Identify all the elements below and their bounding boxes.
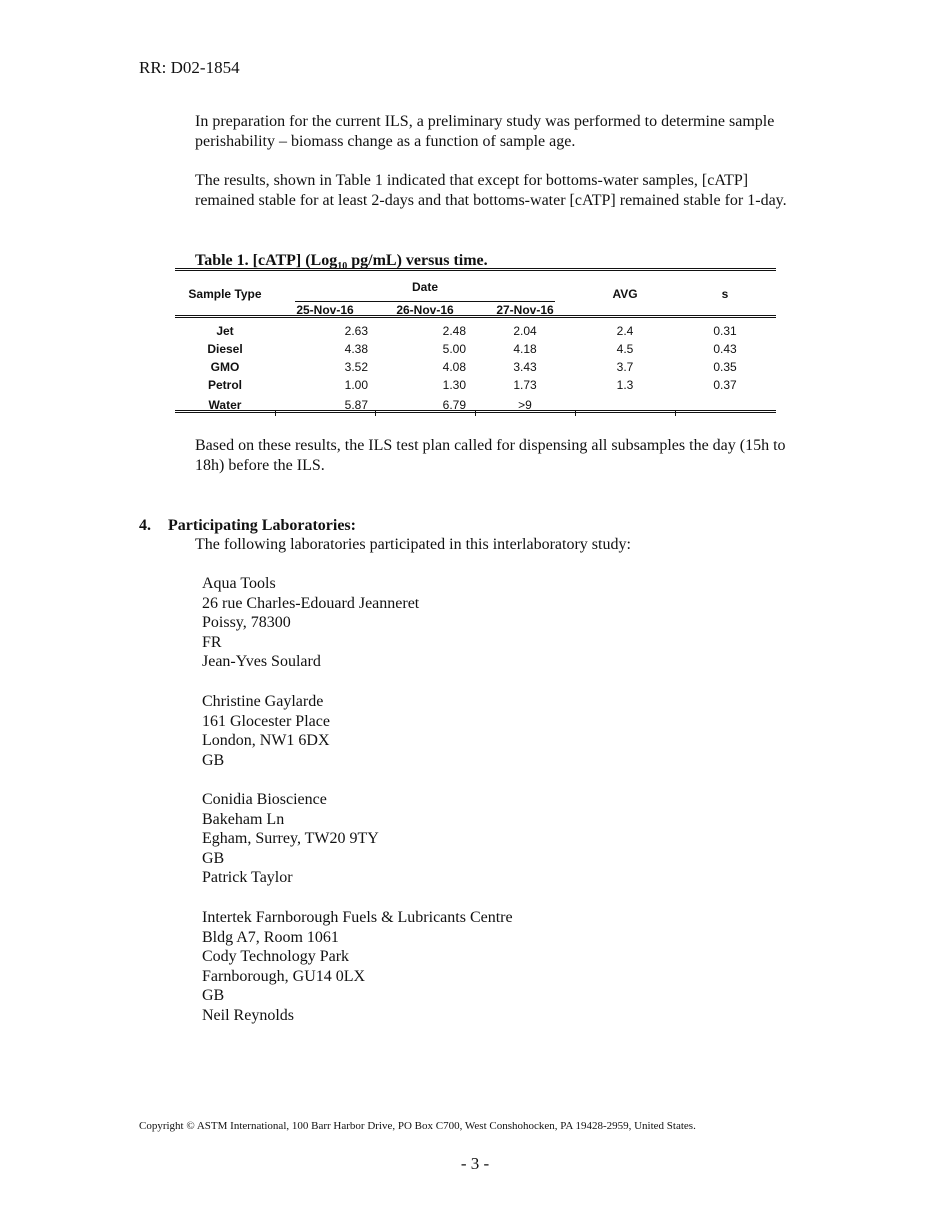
row-value-27nov: >9 — [518, 398, 532, 412]
header-avg: AVG — [612, 287, 638, 301]
lab-line: Aqua Tools — [202, 575, 276, 592]
section-number: 4. — [139, 517, 151, 534]
row-value-26nov: 1.30 — [442, 378, 466, 392]
row-sample-type: Diesel — [207, 342, 243, 356]
lab-line: 161 Glocester Place — [202, 712, 330, 730]
lab-line: GB — [202, 751, 225, 769]
lab-line: Bakeham Ln — [202, 810, 285, 828]
row-avg: 2.4 — [616, 324, 634, 338]
lab-line: Intertek Farnborough Fuels & Lubricants Centre — [202, 909, 513, 926]
row-s: 0.35 — [713, 360, 737, 374]
lab-line: Neil Reynolds — [202, 1006, 294, 1024]
lab-line: London, NW1 6DX — [202, 732, 330, 750]
table-col-divider — [675, 411, 676, 416]
header-date-1: 25-Nov-16 — [296, 303, 354, 317]
lab-line: Bldg A7, Room 1061 — [202, 928, 339, 946]
table-rule-date-underline — [295, 301, 555, 302]
lab-line: Farnborough, GU14 0LX — [202, 967, 366, 985]
row-value-26nov: 2.48 — [442, 324, 466, 338]
lab-line: FR — [202, 633, 222, 651]
row-value-26nov: 6.79 — [442, 398, 466, 412]
lab-line: Cody Technology Park — [202, 948, 350, 966]
footer-copyright: Copyright © ASTM International, 100 Barr Harbor Drive, PO Box C700, West Conshohocken, PA 19428-2959, United States. — [139, 1120, 696, 1132]
paragraph-preliminary-study: In preparation for the current ILS, a preliminary study was performed to determine sample perishability – biomass change as a function of sample age. — [195, 113, 775, 150]
paragraph-test-plan: Based on these results, the ILS test plan called for dispensing all subsamples the day (15h to 18h) before the ILS. — [195, 437, 786, 474]
lab-address-block — [202, 908, 513, 1026]
row-value-25nov: 3.52 — [344, 360, 368, 374]
row-s: 0.31 — [713, 324, 737, 338]
table-col-divider — [575, 411, 576, 416]
row-s: 0.43 — [713, 342, 737, 356]
row-value-27nov: 1.73 — [513, 378, 537, 392]
table-title-prefix: Table 1. [cATP] (Log — [195, 252, 338, 269]
row-value-26nov: 4.08 — [442, 360, 466, 374]
lab-address-block — [202, 692, 330, 770]
header-report-number: RR: D02-1854 — [139, 58, 240, 77]
row-s: 0.37 — [713, 378, 737, 392]
row-value-25nov: 5.87 — [344, 398, 368, 412]
lab-line: Patrick Taylor — [202, 869, 293, 887]
section-intro: The following laboratories participated in this interlaboratory study: — [195, 536, 631, 553]
table-rule-top — [175, 268, 776, 271]
row-avg: 1.3 — [616, 378, 634, 392]
lab-line: GB — [202, 849, 225, 867]
row-sample-type: Petrol — [207, 378, 242, 392]
row-value-25nov: 1.00 — [344, 378, 368, 392]
lab-line: Egham, Surrey, TW20 9TY — [202, 830, 379, 848]
header-date-2: 26-Nov-16 — [396, 303, 454, 317]
table-title-subscript: 10 — [337, 261, 348, 273]
row-sample-type: Water — [208, 398, 242, 412]
lab-line: Poissy, 78300 — [202, 614, 291, 632]
lab-address-block — [202, 790, 379, 888]
lab-line: Jean-Yves Soulard — [202, 653, 321, 671]
row-avg: 3.7 — [616, 360, 634, 374]
table-title — [195, 251, 488, 277]
header-s: s — [721, 287, 729, 301]
section-heading — [139, 516, 356, 536]
row-avg: 4.5 — [616, 342, 634, 356]
lab-line: GB — [202, 987, 225, 1005]
lab-line: Conidia Bioscience — [202, 791, 327, 808]
lab-address-block — [202, 574, 419, 672]
paragraph-results: The results, shown in Table 1 indicated that except for bottoms-water samples, [cATP] remained stable for at least 2-days and that bottoms-water [cATP] remained stable for 1-day. — [195, 172, 787, 209]
section-title: Participating Laboratories: — [168, 517, 356, 534]
lab-line: 26 rue Charles-Edouard Jeanneret — [202, 594, 420, 612]
table-title-suffix: pg/mL) versus time. — [347, 252, 488, 269]
row-value-27nov: 2.04 — [513, 324, 537, 338]
page-number: - 3 - — [460, 1154, 490, 1173]
header-sample-type: Sample Type — [188, 287, 262, 301]
row-sample-type: GMO — [210, 360, 240, 374]
row-value-25nov: 4.38 — [344, 342, 368, 356]
row-value-26nov: 5.00 — [442, 342, 466, 356]
row-sample-type: Jet — [216, 324, 234, 338]
lab-line: Christine Gaylarde — [202, 693, 324, 710]
row-value-25nov: 2.63 — [344, 324, 368, 338]
row-value-27nov: 4.18 — [513, 342, 537, 356]
row-value-27nov: 3.43 — [513, 360, 537, 374]
header-date-3: 27-Nov-16 — [496, 303, 554, 317]
header-date: Date — [411, 280, 438, 294]
